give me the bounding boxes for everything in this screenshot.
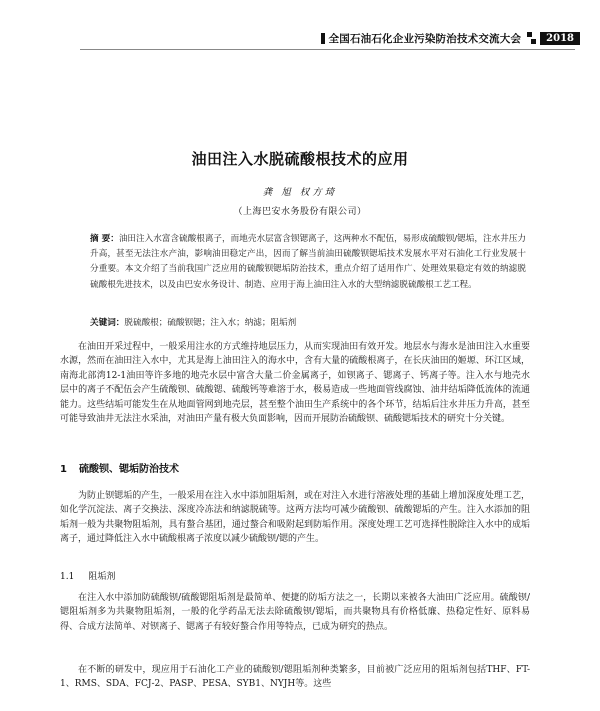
conference-year: 2018 xyxy=(540,32,580,45)
abstract-label: 摘 要： xyxy=(90,234,119,244)
subsection-paragraph-2: 在不断的研发中，现应用于石油化工产业的硫酸钡/锶阻垢剂种类繁多，目前被广泛应用的阻垢剂包括THF、FT-1、RMS、SDA、FCJ-2、PASP、PESA、SYB1、NYJH等。这些 xyxy=(60,665,530,690)
intro-paragraph: 在油田开采过程中，一般采用注水的方式维持地层压力，从而实现油田有效开发。地层水与海水是油田注入水重要水源，然而在油田注入水中，尤其是海上油田注入的海水中，含有大量的硫酸根离子，在长庆油田的姬塬、环江区域，南海北部湾12-1油田等许多地的地壳水层中富含大量二价金属离子，如钡离子、锶离子、钙离子等。注入水与地壳水层中的离子不配伍会产生硫酸钡、硫酸锶、硫酸钙等难溶于水，极易造成一些地面管线腐蚀、油井结垢降低流体的流通能力。这些结垢可能发生在从地面管网到地壳层，甚至整个油田生产系统中的各个环节，结垢后注水井压力升高，甚至可能导致油井无法注水采油，对油田产量有极大负面影响，因而开展防治硫酸钡、硫酸锶垢技术的研究十分关键。 xyxy=(60,342,530,425)
paper-title: 油田注入水脱硫酸根技术的应用 xyxy=(191,150,409,168)
header-rule xyxy=(80,49,575,50)
subsection-heading xyxy=(60,569,115,582)
conference-name: 全国石油石化企业污染防治技术交流大会 xyxy=(328,32,522,45)
section-paragraph: 为防止钡锶垢的产生，一般采用在注入水中添加阻垢剂，或在对注入水进行溶液处理的基础上增加深度处理工艺，如化学沉淀法、离子交换法、深度冷冻法和纳滤脱硫等。这两方法均可减少硫酸钡、硫酸锶垢的产生。注入水添加的阻垢剂一般为共聚物阻垢剂，具有螯合基团，通过螯合和吸附起到防垢作用。深度处理工艺可选择性脱除注入水中的成垢离子，通过降低注入水中硫酸根离子浓度以减少硫酸钡/锶的产生。 xyxy=(60,491,530,545)
subsection-paragraph: 在注入水中添加防硫酸钡/硫酸锶阻垢剂是最简单、便捷的防垢方法之一，长期以来被各大油田广泛应用。硫酸钡/锶阻垢剂多为共聚物阻垢剂，一般的化学药品无法去除硫酸钡/锶垢，而共聚物具有价格低廉、热稳定性好、原料易得、合成方法简单、对钡离子、锶离子有较好螯合作用等特点，已成为研究的热点。 xyxy=(60,593,530,632)
abstract-text: 油田注入水富含硫酸根离子，而地壳水层富含钡锶离子，这两种水不配伍，易形成硫酸钡/锶垢，注水井压力升高，甚至无法注水产油，影响油田稳定产出，因而了解当前油田硫酸钡锶垢技术发展水平对石油化工行业发展十分重要。本文介绍了当前我国广泛应用的硫酸钡锶垢防治技术，重点介绍了适用作广、处理效果稳定有效的纳滤脱硫酸根先进技术，以及由巴安水务设计、制造、应用于海上油田注入水的大型纳滤脱硫酸根工艺工程。 xyxy=(90,234,526,290)
section-heading xyxy=(60,460,179,475)
header-bar-mark xyxy=(321,33,325,44)
conference-header xyxy=(240,30,580,46)
paper-authors: 龚 旭 权方琦 xyxy=(262,187,338,198)
header-squares-icon xyxy=(527,31,536,45)
subsection-title: 阻垢剂 xyxy=(88,572,116,582)
keywords-text: 脱硫酸根；硫酸钡锶；注入水；纳滤；阻垢剂 xyxy=(124,318,297,328)
keywords xyxy=(90,316,526,330)
section-number: 1 xyxy=(60,464,67,475)
author-affiliation: （上海巴安水务股份有限公司） xyxy=(233,207,367,217)
keywords-label: 关键词： xyxy=(90,318,125,328)
section-title: 硫酸钡、锶垢防治技术 xyxy=(78,464,179,475)
subsection-number: 1.1 xyxy=(60,572,75,582)
abstract xyxy=(90,232,526,293)
